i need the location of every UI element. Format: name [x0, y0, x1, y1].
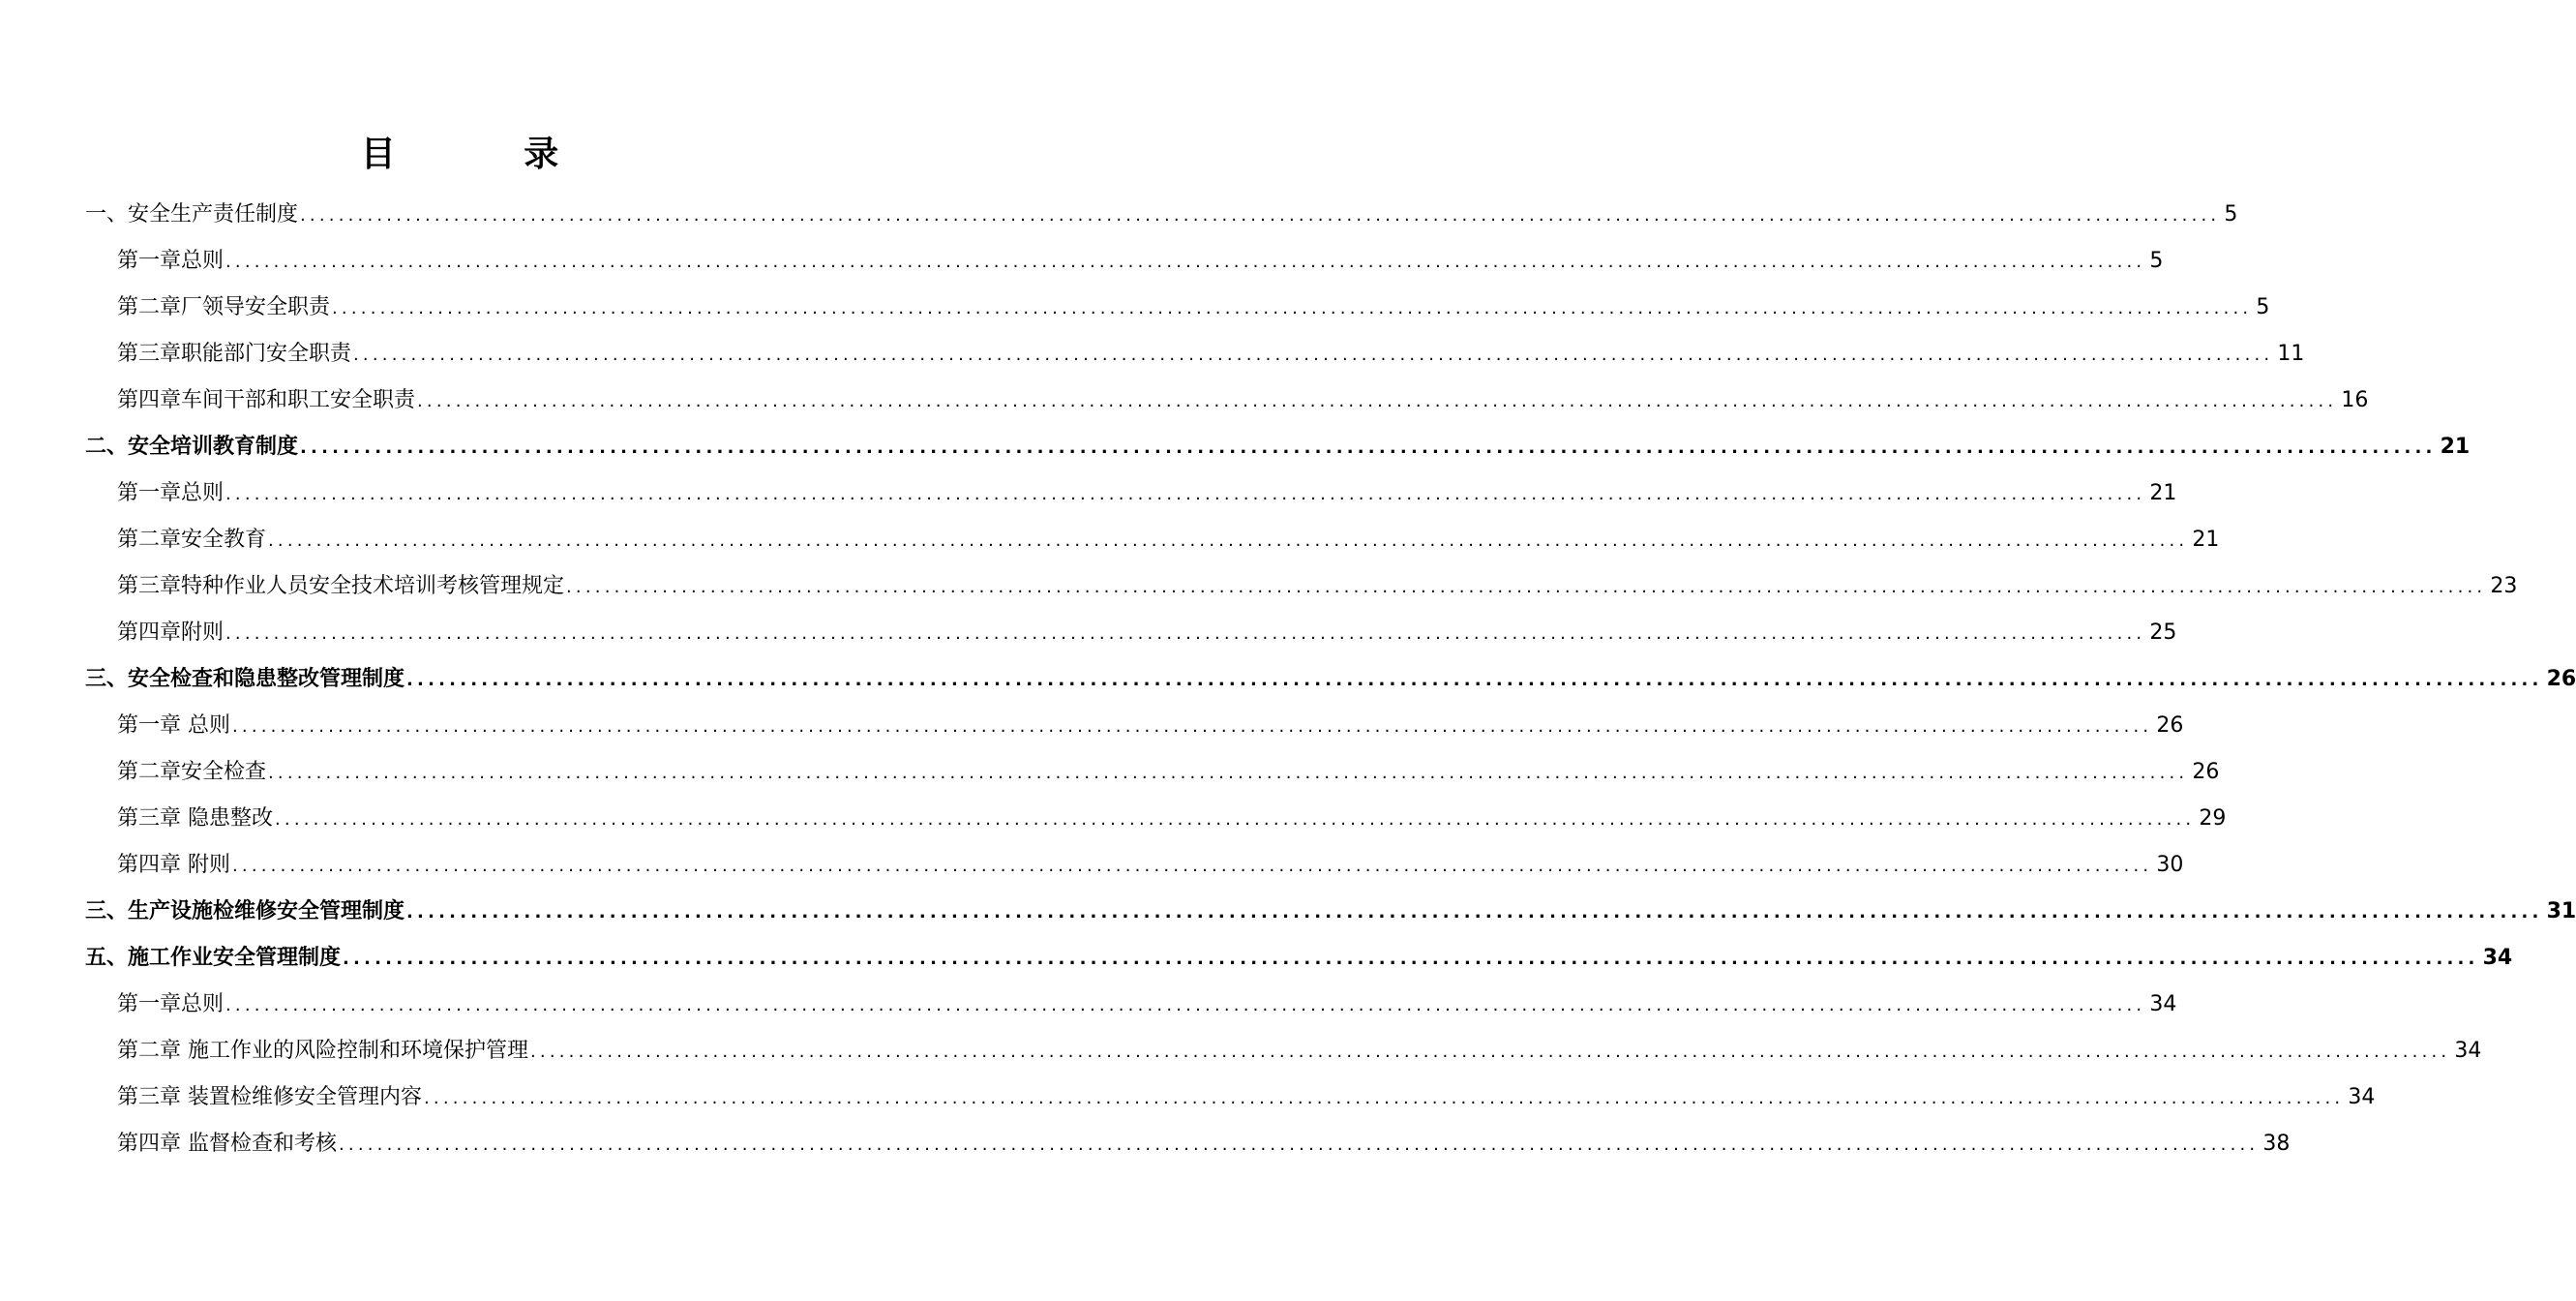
toc-list: [85, 192, 2576, 1167]
toc-dot-leader: ........................................................................................................................................................................................................: [566, 577, 2487, 597]
toc-dot-leader: ........................................................................................................................................................................................................: [300, 205, 2221, 226]
toc-entry-label: 第四章车间干部和职工安全职责: [117, 388, 416, 412]
toc-dot-leader: ........................................................................................................................................................................................................: [225, 252, 2146, 272]
toc-page-number: 23: [2490, 574, 2518, 598]
toc-entry-label: 第三章特种作业人员安全技术培训考核管理规定: [117, 574, 565, 598]
toc-page-number: 21: [2440, 435, 2471, 459]
toc-page-number: 25: [2149, 620, 2177, 645]
toc-dot-leader: ........................................................................................................................................................................................................: [232, 856, 2153, 876]
toc-entry-label: 第二章 施工作业的风险控制和环境保护管理: [117, 1039, 528, 1063]
toc-entry-label: 第一章总则: [117, 481, 225, 505]
toc-entry-label: 第一章总则: [117, 992, 225, 1016]
toc-section-entry[interactable]: [85, 192, 2238, 238]
toc-section-entry[interactable]: [85, 889, 2576, 935]
toc-chapter-entry[interactable]: [85, 1121, 2291, 1167]
toc-chapter-entry[interactable]: [85, 842, 2184, 889]
toc-chapter-entry[interactable]: [85, 796, 2227, 842]
toc-title: 目 录: [360, 135, 617, 174]
toc-dot-leader: ........................................................................................................................................................................................................: [417, 391, 2338, 411]
toc-chapter-entry[interactable]: [85, 517, 2220, 563]
toc-page-number: 34: [2149, 992, 2177, 1016]
toc-entry-label: 第四章附则: [117, 620, 225, 645]
toc-dot-leader: ........................................................................................................................................................................................................: [343, 949, 2479, 969]
toc-page-number: 26: [2546, 667, 2576, 691]
toc-page-number: 34: [2454, 1039, 2482, 1063]
toc-chapter-entry[interactable]: [85, 285, 2270, 331]
toc-entry-label: 三、安全检查和隐患整改管理制度: [85, 667, 405, 691]
toc-dot-leader: ........................................................................................................................................................................................................: [300, 438, 2437, 458]
toc-section-entry[interactable]: [85, 935, 2513, 982]
toc-entry-label: 第三章职能部门安全职责: [117, 342, 352, 366]
toc-entry-label: 第二章厂领导安全职责: [117, 295, 331, 319]
toc-chapter-entry[interactable]: [85, 703, 2184, 749]
toc-chapter-entry[interactable]: [85, 610, 2177, 656]
toc-dot-leader: ........................................................................................................................................................................................................: [424, 1088, 2345, 1108]
toc-chapter-entry[interactable]: [85, 1074, 2376, 1121]
toc-chapter-entry[interactable]: [85, 331, 2305, 378]
toc-dot-leader: ........................................................................................................................................................................................................: [406, 902, 2543, 923]
toc-dot-leader: ........................................................................................................................................................................................................: [268, 530, 2189, 551]
toc-page-number: 5: [2256, 295, 2270, 319]
toc-entry-label: 第二章安全教育: [117, 528, 267, 552]
toc-dot-leader: ........................................................................................................................................................................................................: [225, 484, 2146, 504]
toc-page-number: 21: [2192, 528, 2220, 552]
toc-entry-label: 二、安全培训教育制度: [85, 435, 299, 459]
toc-chapter-entry[interactable]: [85, 982, 2177, 1028]
toc-page-number: 11: [2277, 342, 2305, 366]
toc-section-entry[interactable]: [85, 656, 2576, 703]
toc-dot-leader: ........................................................................................................................................................................................................: [353, 345, 2274, 365]
toc-entry-label: 第四章 附则: [117, 853, 230, 877]
toc-page-number: 31: [2546, 899, 2576, 923]
toc-entry-label: 第二章安全检查: [117, 760, 267, 784]
toc-dot-leader: ........................................................................................................................................................................................................: [275, 809, 2196, 830]
toc-chapter-entry[interactable]: [85, 238, 2164, 285]
toc-section-entry[interactable]: [85, 424, 2471, 470]
toc-chapter-entry[interactable]: [85, 470, 2177, 517]
toc-page-number: 34: [2482, 946, 2513, 970]
toc-dot-leader: ........................................................................................................................................................................................................: [225, 623, 2146, 644]
toc-page-number: 29: [2199, 806, 2227, 831]
toc-page-number: 26: [2156, 713, 2184, 738]
toc-dot-leader: ........................................................................................................................................................................................................: [332, 298, 2253, 318]
toc-page-number: 16: [2341, 388, 2369, 412]
toc-chapter-entry[interactable]: [85, 378, 2369, 424]
toc-entry-label: 第三章 隐患整改: [117, 806, 273, 831]
toc-dot-leader: ........................................................................................................................................................................................................: [339, 1135, 2260, 1155]
toc-entry-label: 第四章 监督检查和考核: [117, 1132, 337, 1156]
toc-chapter-entry[interactable]: [85, 1028, 2482, 1074]
toc-chapter-entry[interactable]: [85, 749, 2220, 796]
toc-dot-leader: ........................................................................................................................................................................................................: [232, 716, 2153, 737]
toc-entry-label: 第一章总则: [117, 249, 225, 273]
toc-page-number: 5: [2224, 202, 2238, 227]
toc-dot-leader: ........................................................................................................................................................................................................: [225, 995, 2146, 1015]
toc-dot-leader: ........................................................................................................................................................................................................: [268, 763, 2189, 783]
toc-page-number: 5: [2149, 249, 2164, 273]
toc-entry-label: 五、施工作业安全管理制度: [85, 946, 342, 970]
toc-entry-label: 一、安全生产责任制度: [85, 202, 299, 227]
toc-chapter-entry[interactable]: [85, 563, 2518, 610]
toc-entry-label: 三、生产设施检维修安全管理制度: [85, 899, 405, 923]
toc-page-number: 38: [2262, 1132, 2291, 1156]
toc-page-number: 30: [2156, 853, 2184, 877]
toc-page-number: 26: [2192, 760, 2220, 784]
toc-page-number: 21: [2149, 481, 2177, 505]
toc-entry-label: 第三章 装置检维修安全管理内容: [117, 1085, 422, 1109]
toc-page-number: 34: [2348, 1085, 2376, 1109]
toc-dot-leader: ........................................................................................................................................................................................................: [530, 1042, 2451, 1062]
toc-entry-label: 第一章 总则: [117, 713, 230, 738]
toc-dot-leader: ........................................................................................................................................................................................................: [406, 670, 2543, 690]
